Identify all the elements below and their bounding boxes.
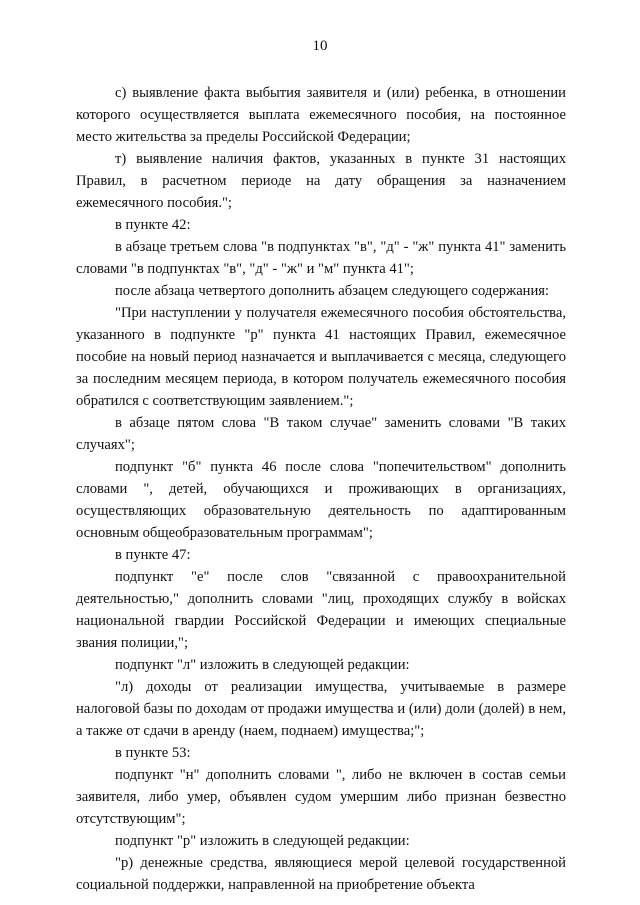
paragraph-6: "При наступлении у получателя ежемесячного пособия обстоятельства, указанного в подпункте "р" пункта 41 настоящих Правил, ежемесячное пособие на новый период назначается и выплачивается с месяца, следующего за последним месяцем периода, в котором получатель ежемесячного пособия обратился с соответствующим заявлением."; [76,305,566,409]
paragraph-1: с) выявление факта выбытия заявителя и (или) ребенка, в отношении которого осуществляется выплата ежемесячного пособия, на постоянное место жительства за пределы Российской Федерации; [76,85,566,145]
paragraph-13: в пункте 53: [115,745,191,761]
paragraph-3: в пункте 42: [115,217,191,233]
paragraph-14: подпункт "н" дополнить словами ", либо не включен в состав семьи заявителя, либо умер, объявлен судом умершим либо признан безвестно отсутствующим"; [76,767,566,827]
paragraph-8: подпункт "б" пункта 46 после слова "попечительством" дополнить словами ", детей, обучающихся и проживающих в организациях, осуществляющих образовательную деятельность по адаптированным основным общеобразовательным программам"; [76,459,566,541]
paragraph-4: в абзаце третьем слова "в подпунктах "в", "д" - "ж" пункта 41" заменить словами "в подпунктах "в", "д" - "ж" и "м" пункта 41"; [76,239,566,277]
paragraph-11: подпункт "л" изложить в следующей редакции: [115,657,410,673]
paragraph-7: в абзаце пятом слова "В таком случае" заменить словами "В таких случаях"; [76,415,566,453]
paragraph-9: в пункте 47: [115,547,191,563]
paragraph-12: "л) доходы от реализации имущества, учитываемые в размере налоговой базы по доходам от продажи имущества и (или) доли (долей) в нем, а также от сдачи в аренду (наем, поднаем) имущества;"; [76,679,566,739]
paragraph-2: т) выявление наличия фактов, указанных в пункте 31 настоящих Правил, в расчетном периоде на дату обращения за назначением ежемесячного пособия."; [76,151,566,211]
paragraph-15: подпункт "р" изложить в следующей редакции: [115,833,410,849]
paragraph-5: после абзаца четвертого дополнить абзацем следующего содержания: [115,283,550,299]
document-body [76,82,566,896]
paragraph-16: "р) денежные средства, являющиеся мерой целевой государственной социальной поддержки, направленной на приобретение объекта [76,855,566,893]
page-number: 10 [312,38,328,54]
paragraph-10: подпункт "е" после слов "связанной с правоохранительной деятельностью," дополнить словами "лиц, проходящих службу в войсках национальной гвардии Российской Федерации и имеющих специальные звания полиции,"; [76,569,566,651]
